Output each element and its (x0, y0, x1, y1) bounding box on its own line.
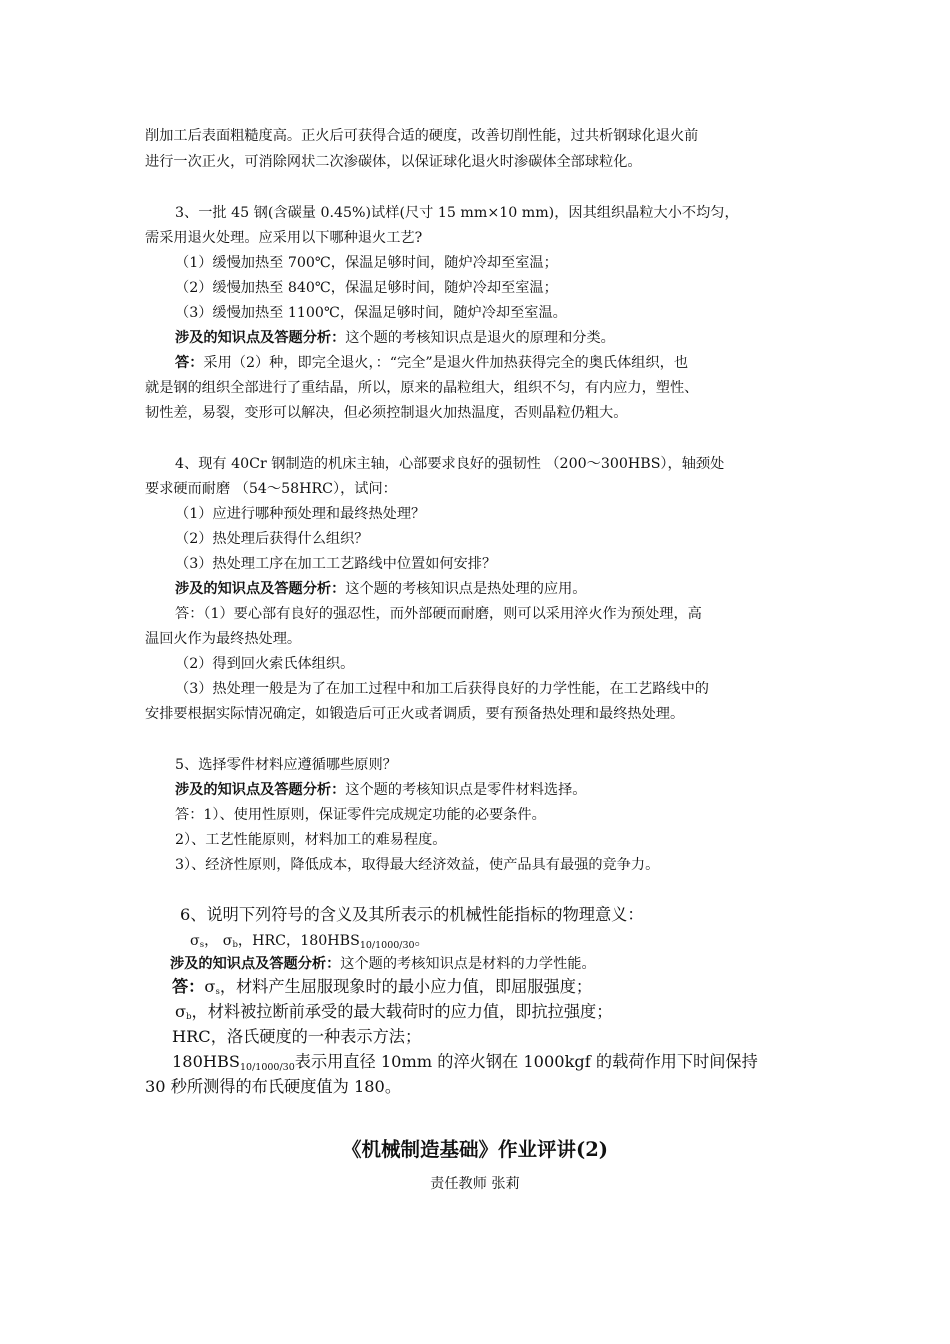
sigma-symbol: σ (190, 933, 200, 949)
q6-answer-hbs-line-2: 30 秒所测得的布氏硬度值为 180。 (145, 1077, 402, 1096)
hbs-subscript: 10/1000/30 (359, 940, 415, 951)
q4-answer-line-4: （3）热处理一般是为了在加工过程中和加工后获得良好的力学性能，在工艺路线中的 (175, 681, 709, 697)
sigma-symbol: σ (204, 977, 216, 996)
q4-answer-line-5: 安排要根据实际情况确定，如锻造后可正火或者调质，要有预备热处理和最终热处理。 (145, 706, 685, 722)
q3-answer-line-1 (175, 354, 688, 372)
q6-answer-sigma-s (172, 977, 592, 997)
q6-answer-hbs-line-1 (172, 1052, 758, 1072)
symbols-rest: ，HRC，180HBS (237, 933, 360, 949)
q4-line-2: 要求硬而耐磨 （54～58HRC），试问： (145, 481, 397, 497)
q4-answer-line-2: 温回火作为最终热处理。 (145, 631, 302, 647)
q4-analysis-text: 这个题的考核知识点是热处理的应用。 (345, 581, 587, 597)
q3-line-1: 3、一批 45 钢(含碳量 0.45%)试样(尺寸 15 mm×10 mm)，因其组织晶粒大小不均匀， (175, 205, 739, 221)
q4-sub-1: （1）应进行哪种预处理和最终热处理？ (175, 506, 426, 522)
sigma-s-subscript: s (199, 940, 205, 950)
q4-answer-line-3: （2）得到回火索氏体组织。 (175, 656, 355, 672)
q3-answer-line-3: 韧性差，易裂，变形可以解决，但必须控制退火加热温度，否则晶粒仍粗大。 (145, 405, 628, 421)
q5-answer-line-2: 2）、工艺性能原则，材料加工的难易程度。 (175, 832, 447, 848)
q6-answer-label: 答： (172, 977, 205, 996)
sigma-symbol: σ (175, 1002, 187, 1021)
sigma-b-subscript: b (232, 940, 238, 950)
q3-analysis-text: 这个题的考核知识点是退火的原理和分类。 (345, 330, 615, 346)
q5-analysis-label: 涉及的知识点及答题分析： (175, 782, 346, 798)
q6-question: 6、说明下列符号的含义及其所表示的机械性能指标的物理意义： (180, 905, 644, 924)
q4-analysis (175, 580, 586, 598)
q4-sub-3: （3）热处理工序在加工工艺路线中位置如何安排？ (175, 556, 497, 572)
q6-analysis-label: 涉及的知识点及答题分析： (170, 956, 341, 972)
q6-symbols (190, 932, 429, 950)
q3-analysis-label: 涉及的知识点及答题分析： (175, 330, 346, 346)
intro-line-2: 进行一次正火，可消除网状二次渗碳体，以保证球化退火时渗碳体全部球粒化。 (145, 154, 642, 170)
sigma-b-subscript: b (186, 1012, 192, 1022)
q5-analysis (175, 781, 586, 799)
q3-option-3: （3）缓慢加热至 1100℃，保温足够时间，随炉冷却至室温。 (175, 305, 567, 321)
section-teacher: 责任教师 张莉 (430, 1176, 520, 1192)
q3-answer-text-1: 采用（2）种，即完全退火，：“完全”是退火件加热获得完全的奥氏体组织，也 (203, 355, 689, 371)
hbs-subscript: 10/1000/30 (240, 1062, 295, 1073)
symbol-separator: ， (204, 933, 219, 949)
q3-analysis (175, 329, 615, 347)
intro-line-1: 削加工后表面粗糙度高。正火后可获得合适的硬度，改善切削性能，过共析钢球化退火前 (145, 128, 699, 144)
symbols-end: 。 (414, 933, 429, 949)
q3-line-2: 需采用退火处理。应采用以下哪种退火工艺? (145, 230, 423, 246)
q4-sub-2: （2）热处理后获得什么组织？ (175, 531, 369, 547)
sigma-s-meaning: ，材料产生屈服现象时的最小应力值，即屈服强度； (219, 977, 593, 996)
q3-answer-label: 答： (175, 355, 204, 371)
q5-answer-line-3: 3）、经济性原则，降低成本，取得最大经济效益，使产品具有最强的竞争力。 (175, 857, 660, 873)
q4-answer-line-1: 答：（1）要心部有良好的强忍性，而外部硬而耐磨，则可以采用淬火作为预处理，高 (175, 606, 702, 622)
sigma-b-meaning: ，材料被拉断前承受的最大载荷时的应力值，即抗拉强度； (191, 1002, 613, 1021)
q4-line-1: 4、现有 40Cr 钢制造的机床主轴，心部要求良好的强韧性 （200～300HBS），轴颈处 (175, 456, 725, 472)
q4-analysis-label: 涉及的知识点及答题分析： (175, 581, 346, 597)
q6-analysis (170, 955, 596, 973)
q3-answer-line-2: 就是钢的组织全部进行了重结晶，所以，原来的晶粒组大，组织不匀，有内应力，塑性、 (145, 380, 699, 396)
q6-analysis-text: 这个题的考核知识点是材料的力学性能。 (340, 956, 596, 972)
section-title: 《机械制造基础》作业评讲(2) (341, 1138, 609, 1161)
sigma-s-subscript: s (215, 987, 220, 997)
hbs-meaning: 表示用直径 10mm 的淬火钢在 1000kgf 的载荷作用下时间保持 (294, 1052, 758, 1071)
q6-answer-sigma-b (175, 1002, 612, 1022)
hbs-prefix: 180HBS (172, 1052, 240, 1071)
q5-question: 5、选择零件材料应遵循哪些原则？ (175, 757, 397, 773)
q3-option-2: （2）缓慢加热至 840℃，保温足够时间，随炉冷却至室温； (175, 280, 558, 296)
q6-answer-hrc: HRC，洛氏硬度的一种表示方法； (172, 1027, 422, 1046)
q5-analysis-text: 这个题的考核知识点是零件材料选择。 (345, 782, 587, 798)
sigma-symbol: σ (222, 933, 233, 949)
q5-answer-line-1: 答：1）、使用性原则，保证零件完成规定功能的必要条件。 (175, 807, 546, 823)
q3-option-1: （1）缓慢加热至 700℃，保温足够时间，随炉冷却至室温； (175, 255, 558, 271)
